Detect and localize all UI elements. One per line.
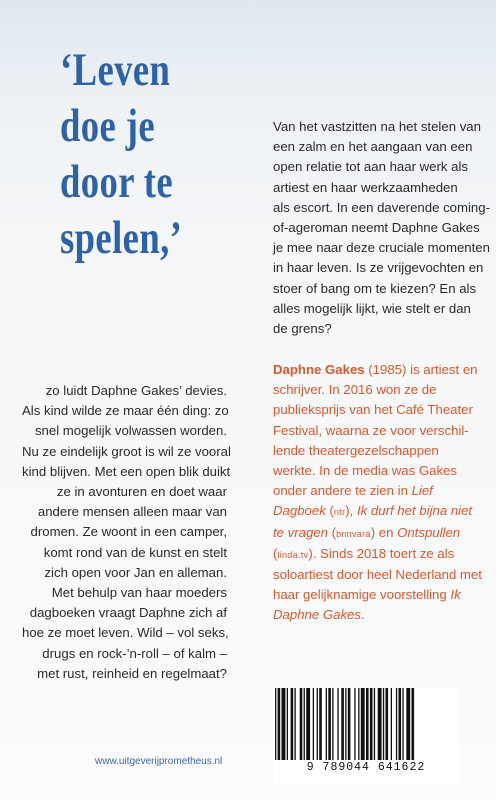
pull-quote-line: doe je xyxy=(60,100,155,152)
barcode-bar xyxy=(278,688,281,760)
barcode-bar xyxy=(332,688,333,760)
barcode-bar xyxy=(317,688,318,760)
synopsis-line: alles mogelijk lijkt, wie stelt er dan xyxy=(273,300,471,316)
story-text xyxy=(22,381,231,684)
story-line: kind blijven. Met een open blik duikt xyxy=(22,463,231,479)
bio-text: onder andere te zien in xyxy=(273,483,412,499)
barcode-bar xyxy=(399,688,402,760)
author-name: Daphne Gakes xyxy=(273,362,365,377)
bio-text: . Sinds 2018 toert ze als xyxy=(312,545,455,561)
synopsis-line: in haar leven. Is ze vrijgevochten en xyxy=(273,260,484,276)
synopsis-text xyxy=(273,117,490,339)
barcode-bar xyxy=(319,688,322,760)
bio-text: en xyxy=(375,524,398,540)
story-line: met rust, reinheid en regelmaat? xyxy=(37,665,227,681)
synopsis-line: als escort. In een daverende coming- xyxy=(273,199,490,215)
barcode-bar xyxy=(402,688,403,760)
bio-text: haar gelijknamige voorstelling xyxy=(273,587,451,603)
barcode-bar xyxy=(370,688,373,760)
barcode-bar xyxy=(366,688,369,760)
synopsis-line: of-ageroman neemt Daphne Gakes xyxy=(273,220,480,236)
barcode-bar xyxy=(383,688,384,760)
author-bio: Daphne Gakes (1985) is artiest en schrijver. In 2016 won ze de publieksprijs van het Café Theater Festival, waarna ze voor verschil- lende theatergezelschappen werkte. In de media was Gakes onder andere te zien in Lief Dagboek (ntr), Ik durf het bijna niet te vragen (bnnvara) en Ontspullen (linda.tv). Sinds 2018 toert ze als soloartiest door heel Nederland met haar gelijknamige voorstelling Ik Daphne Gakes. xyxy=(273,362,482,623)
show-title: Daphne Gakes xyxy=(273,607,361,623)
barcode-bar xyxy=(291,688,294,760)
story-line: dromen. Ze woont in een camper, xyxy=(30,524,227,540)
barcode-bar xyxy=(313,688,314,760)
bio-line: werkte. In de media was Gakes xyxy=(273,463,457,479)
media-title: Lief xyxy=(411,483,433,499)
barcode-bar xyxy=(391,688,392,760)
bio-text: . xyxy=(360,607,365,623)
barcode-bar xyxy=(361,688,365,760)
story-line: zich open voor Jan en alleman. xyxy=(44,564,227,580)
story-line: snel mogelijk volwassen worden. xyxy=(34,423,227,439)
barcode-bar xyxy=(328,688,331,760)
barcode-bars xyxy=(275,688,457,760)
bio-line: Festival, waarna ze voor verschil- xyxy=(273,422,469,438)
media-title: Ontspullen xyxy=(397,524,461,540)
story-line: komt rond van de kunst en stelt xyxy=(43,544,227,560)
synopsis-line: artiest en haar werkzaamheden xyxy=(273,179,458,195)
barcode-bar xyxy=(406,688,410,760)
barcode-bar xyxy=(412,688,415,760)
media-title: Ik durf het bijna niet xyxy=(357,503,473,519)
pull-quote-line: ‘Leven xyxy=(60,44,171,96)
bio-line: soloartiest door heel Nederland met xyxy=(273,567,482,583)
barcode-bar xyxy=(396,688,397,760)
barcode-bar xyxy=(386,688,389,760)
synopsis-line: je mee naar deze cruciale momenten xyxy=(273,240,490,256)
barcode-bar xyxy=(341,688,344,760)
pull-quote xyxy=(60,42,216,266)
barcode-bar xyxy=(295,688,296,760)
isbn-number: 9 789044 641622 xyxy=(306,761,426,774)
isbn-barcode xyxy=(273,688,459,784)
broadcaster: ntr xyxy=(333,507,346,518)
story-line: ze in avonturen en doet waar xyxy=(56,484,227,500)
story-line: zo luidt Daphne Gakes’ devies. xyxy=(45,383,227,398)
barcode-bar xyxy=(337,688,338,760)
show-title: Ik xyxy=(450,587,461,603)
barcode-bar xyxy=(282,688,286,760)
story-line: andere mensen alleen maar van xyxy=(37,504,227,520)
bio-text: (1985) is artiest en xyxy=(364,362,478,377)
synopsis-line: Van het vastzitten na het stelen van xyxy=(273,119,481,134)
media-title: Dagboek xyxy=(273,503,326,519)
barcode-bar xyxy=(348,688,351,760)
bio-line: lende theatergezelschappen xyxy=(273,442,439,458)
synopsis-line: open relatie tot aan haar werk als xyxy=(273,159,468,175)
barcode-bar xyxy=(374,688,375,760)
broadcaster: linda.tv xyxy=(277,549,309,560)
barcode-bar xyxy=(304,688,305,760)
pull-quote-line: spelen,’ xyxy=(60,212,183,264)
bio-line: schrijver. In 2016 won ze de xyxy=(273,382,437,398)
barcode-bar xyxy=(378,688,382,760)
synopsis-line: een zalm en het aangaan van een xyxy=(273,139,473,155)
barcode-bar xyxy=(287,688,288,760)
barcode-bar xyxy=(300,688,303,760)
barcode-bar xyxy=(275,688,276,760)
barcode-bar xyxy=(354,688,355,760)
story-line: dagboeken vraagt Daphne zich af xyxy=(29,605,227,621)
bio-line: publieksprijs van het Café Theater xyxy=(273,402,473,418)
story-line: Met behulp van haar moeders xyxy=(51,585,227,601)
synopsis-line: stoer of bang om te kiezen? En als xyxy=(273,280,477,296)
barcode-bar xyxy=(358,688,359,760)
media-title: te vragen xyxy=(273,524,328,540)
synopsis-line: de grens? xyxy=(273,321,332,337)
story-line: Nu ze eindelijk groot is wil ze vooral xyxy=(22,443,231,459)
broadcaster: bnnvara xyxy=(336,528,371,539)
story-line: hoe ze moet leven. Wild – vol seks, xyxy=(22,625,229,641)
story-line: drugs en rock-’n-roll – of kalm – xyxy=(42,645,227,661)
story-line: Als kind wilde ze maar één ding: zo xyxy=(22,403,229,419)
barcode-bar xyxy=(345,688,346,760)
pull-quote-line: door te xyxy=(60,156,174,208)
barcode-bar xyxy=(306,688,310,760)
barcode-bar xyxy=(326,688,327,760)
publisher-url[interactable]: www.uitgeverijprometheus.nl xyxy=(95,756,223,767)
